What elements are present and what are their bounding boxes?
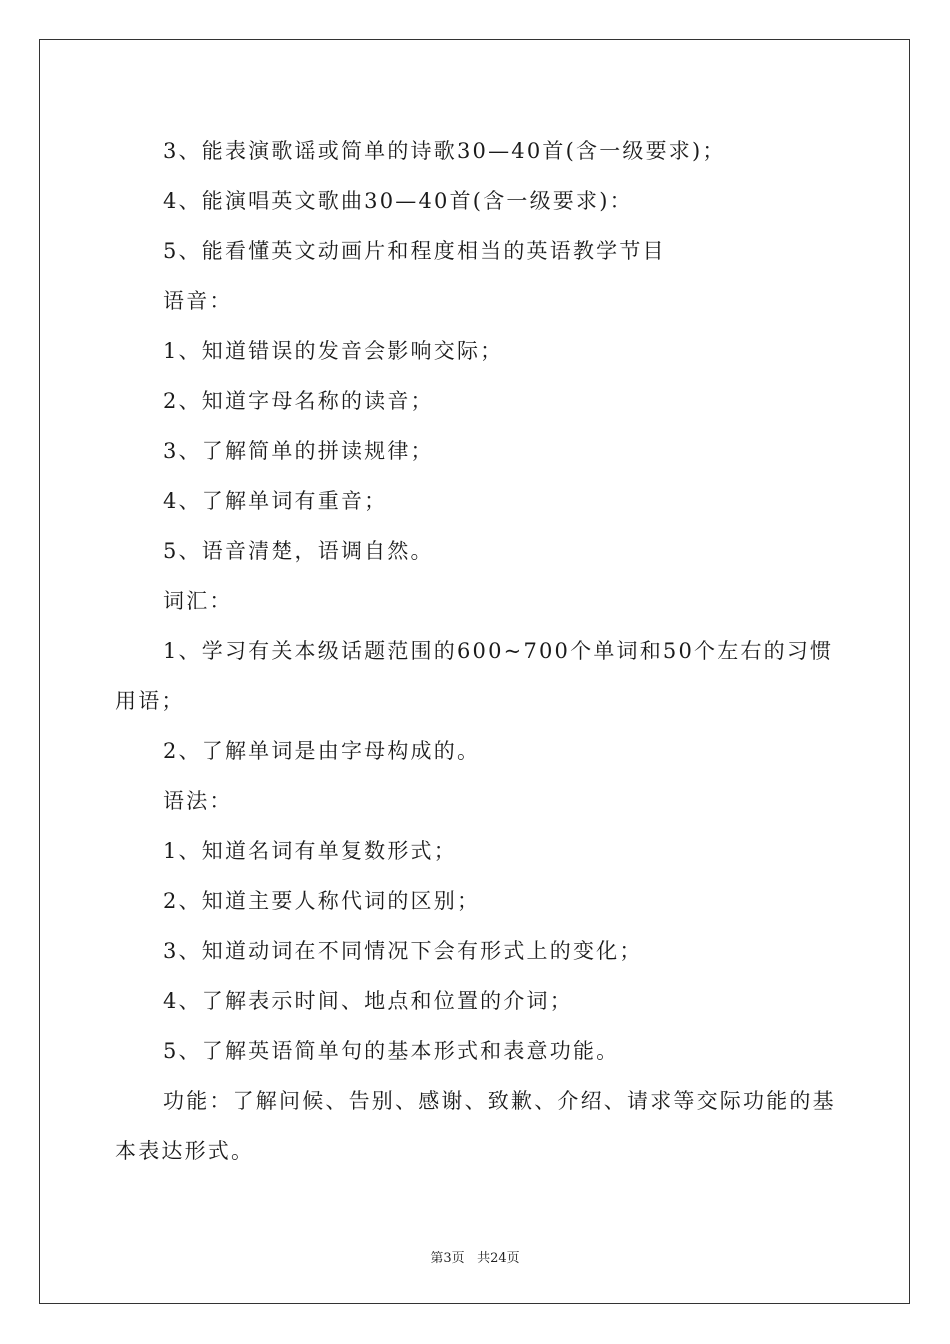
section-heading: 语法： [163, 789, 233, 813]
document-body [115, 126, 837, 1176]
paragraph: 4、能演唱英文歌曲30—40首(含一级要求)： [163, 189, 633, 213]
section-heading: 语音： [163, 289, 233, 313]
page-total: 共24页 [477, 1251, 520, 1266]
paragraph: 4、了解表示时间、地点和位置的介词； [163, 989, 573, 1013]
paragraph: 3、了解简单的拼读规律； [163, 439, 434, 463]
paragraph: 5、能看懂英文动画片和程度相当的英语教学节目 [163, 239, 666, 263]
paragraph: 1、学习有关本级话题范围的600~700个单词和50个左右的习惯用语； [115, 639, 834, 713]
paragraph: 2、了解单词是由字母构成的。 [163, 739, 481, 763]
paragraph: 5、了解英语简单句的基本形式和表意功能。 [163, 1039, 620, 1063]
paragraph: 1、知道名词有单复数形式； [163, 839, 457, 863]
paragraph: 3、知道动词在不同情况下会有形式上的变化； [163, 939, 643, 963]
page-number: 第3页 [430, 1251, 465, 1266]
paragraph: 5、语音清楚，语调自然。 [163, 539, 434, 563]
page-footer [0, 1247, 950, 1266]
paragraph: 2、知道主要人称代词的区别； [163, 889, 481, 913]
paragraph: 3、能表演歌谣或简单的诗歌30—40首(含一级要求)； [163, 139, 726, 163]
paragraph: 4、了解单词有重音； [163, 489, 388, 513]
paragraph: 2、知道字母名称的读音； [163, 389, 434, 413]
section-heading: 词汇： [163, 589, 233, 613]
paragraph: 1、知道错误的发音会影响交际； [163, 339, 504, 363]
paragraph: 功能：了解问候、告别、感谢、致歉、介绍、请求等交际功能的基本表达形式。 [115, 1089, 836, 1163]
